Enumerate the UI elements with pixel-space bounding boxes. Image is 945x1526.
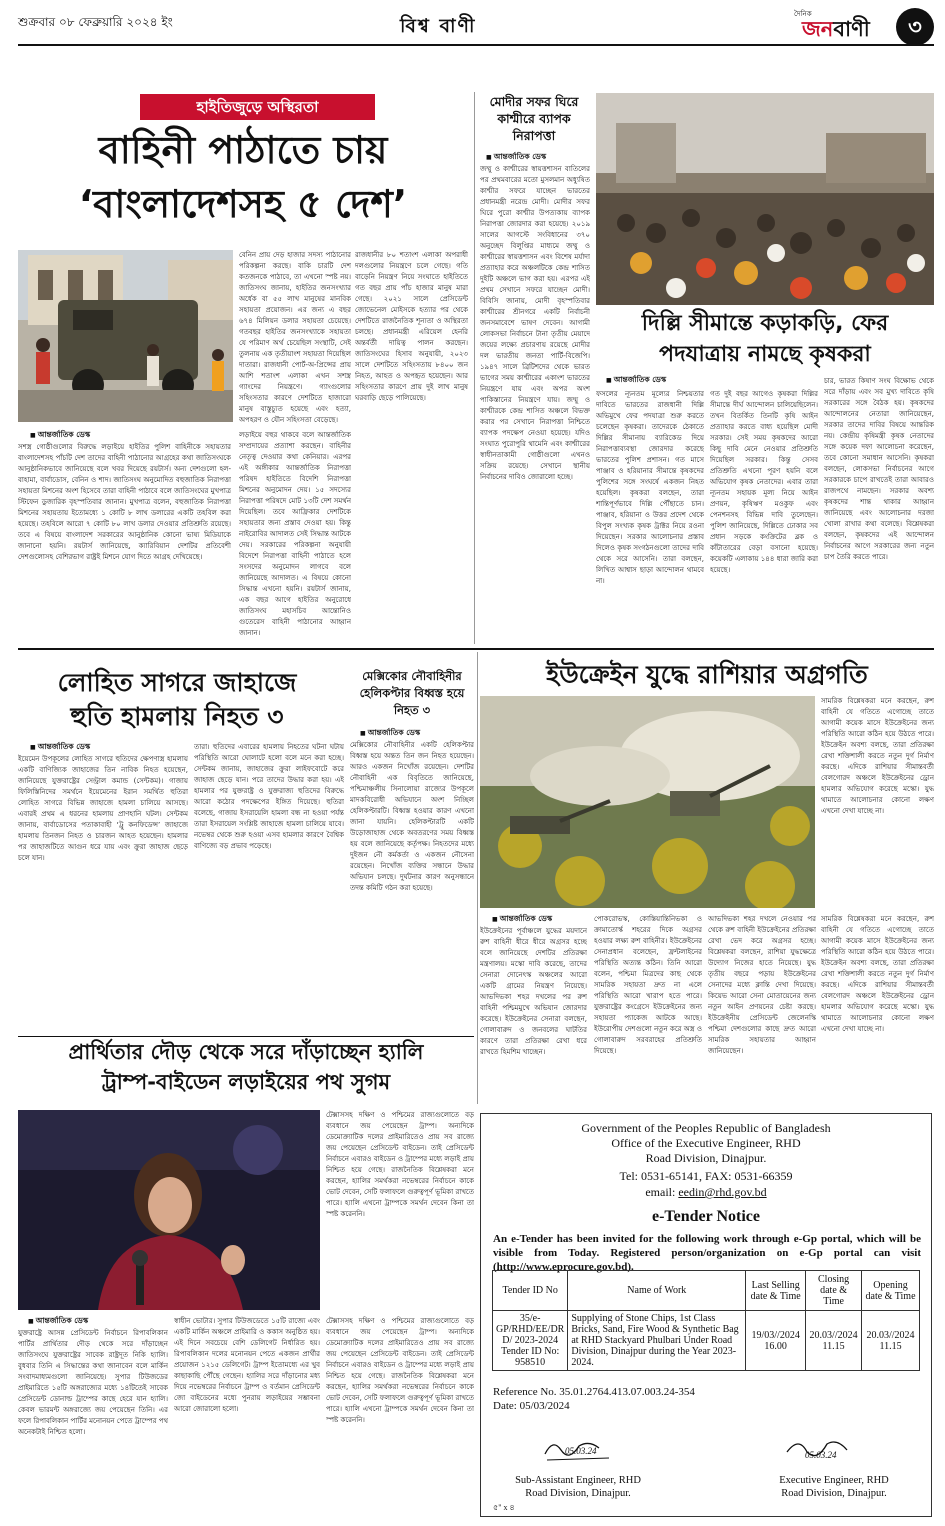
redsea-column-2: তারা। হুতিদের এবারের হামলায় নিহতের ঘটনা ঘটায় পরিস্থিতি আরো ঘোলাটে হলো বলে মনে করা হচ্ছে। সেন্টকম জানায়, জাহাজের ক্রুরা লাইফবোটে করে জাহাজ ছেড়ে যান। পরে তাদের উদ্ধার করা হয়। এই হামলার পর যুক্তরাষ্ট্র ও যুক্তরাজ্য হুতিদের বিরুদ্ধে আরো কঠোর পদক্ষেপের ইঙ্গিত দিয়েছে। হুতিরা বলেছে, গাজায় ইসরায়েলি হামলা বন্ধ না হওয়া পর্যন্ত তারা ইসরায়েল সংশ্লিষ্ট জাহাজে হামলা চালিয়ে যাবে। নভেম্বর থেকে শুরু হওয়া এসব হামলার কারণে বৈশ্বিক বাণিজ্যে বড় প্রভাব পড়েছে।: [194, 743, 344, 850]
notice-email-link[interactable]: eedin@rhd.gov.bd: [678, 1185, 767, 1199]
notice-line-3: Road Division, Dinajpur.: [645, 1151, 767, 1165]
tender-table-header: Tender ID No: [493, 1271, 568, 1311]
redsea-headline-2: হুতি হামলায় নিহত ৩: [70, 702, 284, 731]
logo-name-part1: জন: [802, 17, 834, 41]
tender-id-cell: 35/e-GP/RHD/EE/DR D/ 2023-2024 Tender ID No: 958510: [493, 1311, 568, 1371]
page-number-badge: ৩: [896, 8, 934, 46]
ad-size-code: ৫" x ৪: [493, 1503, 515, 1512]
delhi-headline-2: পদযাত্রায় নামছে কৃষকরা: [659, 342, 871, 367]
haley-byline: ■ আন্তর্জাতিক ডেস্ক: [28, 1316, 88, 1328]
lead-column-1: সশস্ত্র গোষ্ঠীগুলোর বিরুদ্ধে লড়াইয়ে হাইতির পুলিশ বাহিনীকে সহায়তার বাংলাদেশসহ পাঁচটি দেশ তাদের বাহিনী পাঠানোর আগ্রহের কথা জাতিসংঘকে আনুষ্ঠানিকভাবে জানিয়েছে বলে খবর দিয়েছে রয়টার্স। অন্য দেশগুলো হল- বাহামা, বার্বাডোস, বেনিন ও শাদ। জাতিসংঘ অনুমোদিত বহুজাতিক নিরাপত্তা সহায়তা মিশনের অংশ হিসেবে তারা বাহিনী পাঠাবে বলে জাতিসংঘের মুখপাত্র স্টিফেন ডুজারিক বৃহস্পতিবার জানান। মুখপাত্র বলেন, বহুজাতিক নিরাপত্তা মিশনের সহায়তায় ইতোমধ্যে ১ কোটি ৮ লাখ ডলারের একটি তহবিল করা হয়েছে। তহবিলে আরো ৭ কোটি ৮০ লাখ ডলার দেওয়ার প্রতিশ্রুতি রয়েছে। তবে এ বিষয়ে বাংলাদেশ সরকারের আনুষ্ঠানিক কোনো ভাষ্য মিডিয়াকে জানানো হয়নি। রয়টার্স জানিয়েছে, ক্যারিবিয়ান দেশটির প্রতিবেশী দেশগুলোসহ বেশিরভাগ রাষ্ট্রই মিশনে যোগ দিতে আগ্রহ দেখিয়েছে।: [18, 443, 231, 561]
redsea-byline: ■ আন্তর্জাতিক ডেস্ক: [30, 742, 90, 754]
work-name-cell: Supplying of Stone Chips, 1st Class Bricks, Sand, Fire Wood & Synthetic Bag at RHD Stackyard Phulbari Under Road Division, Dinajpur during the Year 2023-2024.: [568, 1311, 746, 1371]
mexico-byline: ■ আন্তর্জাতিক ডেস্ক: [360, 728, 420, 740]
mexico-body: মেক্সিকোর নৌবাহিনীর একটি হেলিকপ্টার বিধ্বস্ত হয়ে অন্তত তিন জন নিহত হয়েছেন। আরও একজন নিখোঁজ রয়েছেন। দেশটির নৌবাহিনী এক বিবৃতিতে জানিয়েছে, পশ্চিমাঞ্চলীয় সিনালোয়া রাজ্যের উপকূলে মাদকবিরোধী অভিযানে অংশ নিচ্ছিল হেলিকপ্টারটি। বিধ্বস্ত হওয়ার কারণ এখনো জানা যায়নি। হেলিকপ্টারটি একটি উড়োজাহাজ থেকে অবতরণের সময় বিধ্বস্ত হয় বলে জানিয়েছে কর্তৃপক্ষ। নিহতদের মধ্যে দুইজন নৌ কর্মকর্তা ও একজন নৌসেনা রয়েছেন। নিখোঁজ ব্যক্তির সন্ধানে উদ্ধার অভিযান চলছে। দুর্ঘটনার কারণ অনুসন্ধানে তদন্ত কমিটি গঠন করা হয়েছে।: [350, 741, 474, 892]
left-signature: [539, 1432, 619, 1466]
header-rule: [18, 44, 934, 46]
lead-column-4: রাজধানীর ৮০ শতাংশ এলাকা অপরাধী দলগুলোর নিয়ন্ত্রণে চলে গেছে। গতি বাড়েনি নিয়ন্ত্রণ নিয়ে সংঘাতে হাইতিতে গত বছর প্রায় পাঁচ হাজার মানুষ মারা গেছে। ২০২১ সালে প্রেসিডেন্ট জোভেনেল মোইসকে হত্যার পর থেকে দেশটিতে রাজনৈতিক শূন্যতা ও অস্থিরতা চলছে। প্রধানমন্ত্রী এরিয়েল হেনরি অন্তর্বর্তী দায়িত্ব পালন করছেন। জাতিসংঘের হিসাব অনুযায়ী, ২০২৩ সালে দেশটিতে সহিংসতায় ৮৪০০ জন নিহত, আহত ও অপহৃত হয়েছেন। আর সহিংসতার কারণে প্রায় দুই লাখ মানুষ ঘরবাড়ি ছেড়ে পালিয়েছে।: [355, 251, 468, 402]
ukraine-headline: ইউক্রেইন যুদ্ধে রাশিয়ার অগ্রগতি: [546, 660, 868, 689]
issue-date: শুক্রবার ০৮ ফেব্রুয়ারি ২০২৪ ইং: [18, 15, 173, 29]
lead-kicker: হাইতিজুড়ে অস্থিরতা: [140, 94, 375, 120]
right-signature: [781, 1432, 861, 1466]
lead-column-3: বেনিন প্রায় দেড় হাজার সদস্য পাঠানোর পরিকল্পনা করছে। বাকি চারটি দেশ কতজনকে পাঠাবে, তা এখনো স্পষ্ট নয়। জাতিসংঘ জানায়, হাইতির জনসংখ্যার অর্ধেক বা ৫৫ লাখ মানুষের মানবিক সহায়তা প্রয়োজন। এর জন্য এ বছর ৬৭৪ মিলিয়ন ডলার সহায়তা চেয়েছে। গতবছর হাইতির জনসংখ্যাকে সহায়তা যে পরিমাণ অর্থ চেয়েছিল সংস্থাটি, সেই তুলনায় এক তৃতীয়াংশ সহায়তা দিয়েছিল দাতারা। রাজধানী পোর্ট-অ-প্রিন্সের প্রায় আশি শতাংশ এলাকা এখন সশস্ত্র গ্যাংদের নিয়ন্ত্রণে। গ্যাংগুলোর সহিংসতার কারণে দেশটিতে হাজারো মানুষ বাস্তুচ্যুত হয়েছে এবং হত্যা, অপহরণ ও যৌন সহিংসতা বেড়েছে।: [239, 251, 351, 424]
right-signatory: [749, 1474, 919, 1500]
left-signatory: [493, 1474, 663, 1500]
ukraine-column-5: সামরিক বিশ্লেষকরা মনে করছেন, রুশ বাহিনী যে গতিতে এগোচ্ছে তাতে আগামী কয়েক মাসে ইউক্রেইনের জন্য পরিস্থিতি আরো কঠিন হয়ে উঠতে পারে। ইউক্রেইন অবশ্য বলছে, তারা প্রতিরক্ষা রেখা শক্তিশালী করতে নতুন দুর্গ নির্মাণ করছে। এদিকে রাশিয়ার সীমান্তবর্তী বেলগোরদ অঞ্চলে ইউক্রেইনের ড্রোন হামলার অভিযোগ করেছে মস্কো। যুদ্ধ থামাতে আলোচনার কোনো লক্ষণ এখনো দেখা যাচ্ছে না।: [821, 915, 934, 1033]
tender-table-header: Last Selling date & Time: [746, 1271, 806, 1311]
modi-byline: ■ আন্তর্জাতিক ডেস্ক: [486, 152, 546, 164]
right-signatory-title: Executive Engineer, RHD: [779, 1475, 889, 1486]
closing-date-cell: 20.03//2024 11.15: [806, 1311, 862, 1371]
section-rule-2: [18, 1036, 474, 1037]
right-signature-date: 05.03.24: [805, 1450, 837, 1460]
logo-name: [802, 13, 870, 48]
left-signatory-title: Sub-Assistant Engineer, RHD: [515, 1475, 641, 1486]
tender-table: [492, 1270, 920, 1371]
section-title: বিশ্ব বাণী: [400, 15, 477, 37]
tender-table-header: Opening date & Time: [862, 1271, 920, 1311]
mexico-headline: মেক্সিকোর নৌবাহিনীর হেলিকপ্টার বিধ্বস্ত হয়ে নিহত ৩: [359, 669, 465, 717]
haley-photo: [18, 1110, 320, 1310]
notice-date: Date: 05/03/2024: [493, 1400, 570, 1412]
lead-headline-1: বাহিনী পাঠাতে চায়: [98, 128, 388, 172]
notice-line-2: Office of the Executive Engineer, RHD: [611, 1136, 801, 1150]
right-signature-mark: [781, 1432, 861, 1466]
logo-name-part2: বাণী: [833, 17, 870, 41]
ukraine-byline: ■ আন্তর্জাতিক ডেস্ক: [492, 914, 552, 926]
haley-column-4: টেক্সাসসহ দক্ষিণ ও পশ্চিমের রাজ্যগুলোতে বড় ব্যবধানে জয় পেয়েছেন ট্রাম্প। অন্যদিকে ডেমোক্র্যাটিক দলের প্রাইমারিতেও প্রায় সব রাজ্যে জয় পেয়েছেন প্রেসিডেন্ট বাইডেন। তাই প্রেসিডেন্ট নির্বাচনে এবারও বাইডেন ও ট্রাম্পের মধ্যে লড়াই প্রায় নিশ্চিত হয়ে গেছে। রাজনৈতিক বিশ্লেষকরা মনে করছেন, হ্যালির সমর্থকরা নভেম্বরের নির্বাচনে কাকে ভোট দেবেন, সেটি ফলাফলে গুরুত্বপূর্ণ ভূমিকা রাখতে পারে। হ্যালি এখনো ট্রাম্পকে সমর্থন দেবেন কিনা তা স্পষ্ট করেননি।: [326, 1317, 474, 1424]
notice-line-1: Government of the Peoples Republic of Bangladesh: [581, 1121, 831, 1135]
modi-headline: মোদীর সফর ঘিরে কাশ্মীরে ব্যাপক নিরাপত্তা: [489, 94, 579, 143]
section-rule-1: [18, 648, 934, 650]
opening-date-cell: 20.03//2024 11.15: [862, 1311, 920, 1371]
lead-column-2: লড়াইয়ে বহুর থাকবে বলে আন্তর্জাতিক সম্প্রদায়ের প্রত্যাশা করছেন। বাহিনীর নেতৃত্ব দেওয়ার কথা কেনিয়ার। এরপর এই অঙ্গীকার আন্তর্জাতিক নিরাপত্তা পরিষদ হাইতিতে বিদেশি নিরাপত্তা মিশনের অনুমোদন দেয়। ১৫ সদস্যের নিরাপত্তা পরিষদে মোট ১৩টি দেশ সমর্থন দিয়েছিল। তবে আফ্রিকার দেশটিকে সহায়তার জন্য প্রস্তাব দেওয়া হয়। কিন্তু নাইরোবির আদালত সেই সিদ্ধান্ত আটকে দেয়। সরকারের পরিকল্পনা অনুযায়ী বিদেশে নিরাপত্তা বাহিনী পাঠাতে হলে সংসদের অনুমোদন লাগবে বলে জানিয়েছে আদালত। এ বিষয়ে কোনো সিদ্ধান্ত এখনো হয়নি। রয়টার্স জানায়, এক বছর আগে হাইতির অনুরোধে জাতিসংঘ মহাসচিব আন্তোনিও গুতেরেস বাহিনী পাঠানোর আহ্বান জানান।: [239, 431, 351, 637]
table-row: [493, 1311, 920, 1371]
delhi-column-2: গত দুই বছর আগেও কৃষকরা দিল্লির সীমান্তে দীর্ঘ আন্দোলন চালিয়েছিলেন। তখন বিতর্কিত তিনটি কৃষি আইন প্রত্যাহার করতে বাধ্য হয়েছিল মোদী সরকার। সেই সময় কৃষকদের আরো কিছু দাবি মেনে নেওয়ার প্রতিশ্রুতি দিয়েছিল সরকার। কিন্তু সেসব প্রতিশ্রুতি এখনো পূরণ হয়নি বলে অভিযোগ কৃষক নেতাদের। এবার তারা ন্যূনতম সহায়ক মূল্য নিয়ে আইন প্রণয়ন, কৃষিঋণ মওকুফ এবং পেনশনসহ বিভিন্ন দাবি তুলেছেন। পুলিশ জানিয়েছে, দিল্লিতে ঢোকার সব প্রধান সড়কে কংক্রিটের ব্লক ও কাঁটাতারের বেড়া বসানো হয়েছে। কয়েকটি এলাকায় ১৪৪ ধারা জারি করা হয়েছে।: [710, 390, 818, 574]
haley-column-2: স্বাধীন ভোটার। সুপার টিউজডেতে ১৫টি রাজ্যে এবং একটি মার্কিন অঞ্চলে প্রাইমারি ও ককাস অনুষ্ঠিত হয়। এই দিনে সবচেয়ে বেশি ডেলিগেট নির্ধারিত হয়। রিপাবলিকান দলের মনোনয়ন পেতে একজন প্রার্থীর প্রয়োজন ১২১৫ ডেলিগেট। ট্রাম্প ইতোমধ্যে এর খুব কাছাকাছি পৌঁছে গেছেন। হ্যালির সরে দাঁড়ানোর মধ্য দিয়ে নভেম্বরের নির্বাচনে ট্রাম্প ও বর্তমান প্রেসিডেন্ট জো বাইডেনের মধ্যে পুনরায় লড়াইয়ের সম্ভাবনা আরো জোরালো হলো।: [174, 1317, 320, 1413]
redsea-headline-1: লোহিত সাগরে জাহাজে: [57, 668, 297, 697]
left-signature-date: 05.03.24: [565, 1446, 597, 1456]
notice-reference: Reference No. 35.01.2764.413.07.003.24-354: [493, 1386, 695, 1398]
haley-speaking-image: [18, 1110, 320, 1310]
ukraine-artillery-image: [480, 696, 815, 908]
ukraine-photo: [480, 696, 815, 908]
ukraine-column-1: ইউক্রেইনের পূর্বাঞ্চলে যুদ্ধের ময়দানে রুশ বাহিনী ধীরে ধীরে অগ্রসর হচ্ছে বলে জানিয়েছে দেশটির প্রতিরক্ষা মন্ত্রণালয়। মস্কো দাবি করেছে, তাদের সেনারা দোনেৎস্ক অঞ্চলের আরো একটি গ্রামের নিয়ন্ত্রণ নিয়েছে। আভদিভকা শহর দখলের পর রুশ বাহিনী পশ্চিমমুখে অভিযান জোরদার করেছে। ইউক্রেইনের সেনারা বলছেন, গোলাবারুদ ও জনবলের ঘাটতির কারণে তারা প্রতিরক্ষা রেখা ধরে রাখতে হিমশিম খাচ্ছেন।: [480, 927, 587, 1056]
delhi-headline-1: দিল্লি সীমান্তে কড়াকড়ি, ফের: [641, 311, 889, 336]
logo-tag: দৈনিক: [794, 10, 812, 18]
column-rule-2: [477, 652, 478, 1104]
tender-table-header: Closing date & Time: [806, 1271, 862, 1311]
ukraine-column-4: সামরিক বিশ্লেষকরা মনে করছেন, রুশ বাহিনী যে গতিতে এগোচ্ছে তাতে আগামী কয়েক মাসে ইউক্রেইনের জন্য পরিস্থিতি আরো কঠিন হয়ে উঠতে পারে। ইউক্রেইন অবশ্য বলছে, তারা প্রতিরক্ষা রেখা শক্তিশালী করতে নতুন দুর্গ নির্মাণ করছে। এদিকে রাশিয়ার সীমান্তবর্তী বেলগোরদ অঞ্চলে ইউক্রেইনের ড্রোন হামলার অভিযোগ করেছে মস্কো। যুদ্ধ থামাতে আলোচনার কোনো লক্ষণ এখনো দেখা যাচ্ছে না।: [821, 697, 934, 815]
modi-body: জম্মু ও কাশ্মীরের স্বায়ত্তশাসন বাতিলের পর প্রথমবারের মতো মুসলমান অধ্যুষিত কাশ্মীর সফরে যাচ্ছেন ভারতের প্রধানমন্ত্রী নরেন্দ্র মোদী। মোদীর সফর ঘিরে পুরো কাশ্মীর উপত্যকায় ব্যাপক নিরাপত্তা জোরদার করা হয়েছে। ২০১৯ সালের আগস্টে সংবিধানের ৩৭০ অনুচ্ছেদ বিলুপ্তির মাধ্যমে জম্মু ও কাশ্মীরের স্বায়ত্তশাসন এবং বিশেষ মর্যাদা প্রত্যাহার করে অঞ্চলটিকে কেন্দ্র শাসিত দুইটি অঞ্চলে ভাগ করা হয়। এরপর এই প্রথম সেখানে সফরে যাচ্ছেন মোদী। বিবিসি জানায়, মোদী বৃহস্পতিবার কাশ্মীরের শ্রীনগরে একটি নির্বাচনী জনসমাবেশে ভাষণ দেবেন। আগামী লোকসভা নির্বাচনে টানা তৃতীয় মেয়াদে জয়ের লক্ষ্যে প্রচারণায় রয়েছে মোদীর দল ভারতীয় জনতা পার্টি-বিজেপি। ১৯৪৭ সালে ব্রিটিশদের থেকে ভারত ভাগের সময় কাশ্মীরের একাংশ ভারতের নিয়ন্ত্রণে যায় এবং অপর অংশ পাকিস্তানের নিয়ন্ত্রণে যায়। জম্মু ও কাশ্মীরকে কেন্দ্র শাসিত অঞ্চলে বিভক্ত করার পর সেখানে নিরাপত্তা নিশ্চিতে ব্যাপক পদক্ষেপ নেওয়া হয়েছে। যদিও সংঘাত পুরোপুরি থামেনি এবং কাশ্মীরের স্বাধীনতাকামী গোষ্ঠীগুলো এখনও সক্রিয় রয়েছে। সেখানে স্থানীয় নির্বাচনের দাবিও জোরালো হচ্ছে।: [480, 165, 590, 481]
right-signatory-office: Road Division, Dinajpur.: [781, 1488, 887, 1499]
notice-line-4: Tel: 0531-65141, FAX: 0531-66359: [619, 1169, 793, 1183]
ukraine-column-3: আভদিভকা শহর দখলে নেওয়ার পর থেকে রুশ বাহিনী ইউক্রেইনের প্রতিরক্ষা রেখা ভেদ করে অগ্রসর হচ্ছে। বিশ্লেষকরা বলছেন, রাশিয়া যুদ্ধক্ষেত্রে উদ্যোগ নিজের হাতে নিয়েছে। যুদ্ধ তৃতীয় বছরে পড়ায় ইউক্রেইনের সেনাদের মধ্যে ক্লান্তি দেখা দিয়েছে। কিয়েভ আরো সেনা মোতায়েনের জন্য নতুন আইন প্রণয়নের চেষ্টা করছে। ইউক্রেইনীয় প্রেসিডেন্ট জেলেনস্কি পশ্চিমা দেশগুলোর কাছে দ্রুত আরো সামরিক সহায়তার আহ্বান জানিয়েছেন।: [708, 915, 816, 1055]
haley-headline-1: প্রার্থিতার দৌড় থেকে সরে দাঁড়াচ্ছেন হ্যালি: [68, 1040, 424, 1064]
selling-date-cell: 19/03//2024 16.00: [746, 1311, 806, 1371]
notice-title: e-Tender Notice: [652, 1208, 760, 1225]
farmers-protest-image: [596, 93, 934, 305]
haiti-street-image: [18, 250, 233, 422]
notice-email-label: email:: [645, 1185, 679, 1199]
notice-email-line: [481, 1185, 931, 1200]
redsea-column-1: ইয়েমেন উপকূলের লোহিত সাগরে হুতিদের ক্ষেপণাস্ত্র হামলায় একটি বাণিজ্যিক জাহাজের তিন নাবিক নিহত হয়েছেন, জানিয়েছে যুক্তরাষ্ট্রের সেন্ট্রাল কমান্ড (সেন্টকম)। গাজায় ফিলিস্তিনিদের সমর্থনে ইয়েমেনের ইরান সমর্থিত হুতিরা লোহিত সাগরে বিভিন্ন জাহাজে হামলা চালিয়ে আসছে। এবারই প্রথম এ ধরনের হামলায় প্রাণহানি ঘটল। সেন্টকম জানায়, বার্বাডোসের পতাকাবাহী ‘ট্রু কনফিডেন্স’ জাহাজে হামলায় তিনজন নিহত ও চারজন আহত হয়েছেন। হামলার পর জাহাজটিতে আগুন ধরে যায় এবং ক্রুরা জাহাজ ছেড়ে চলে যান।: [18, 755, 188, 862]
notice-intro: An e-Tender has been invited for the following work through e-Gp portal, which will be visible from Today. Registered person/organization on e-Gp portal can visit (http://www.eprocure.gov.bd).: [493, 1233, 921, 1273]
column-rule: [474, 92, 475, 644]
lead-headline-2: ‘বাংলাদেশসহ ৫ দেশ’: [78, 182, 408, 226]
lead-byline: ■ আন্তর্জাতিক ডেস্ক: [30, 430, 90, 442]
farmers-photo: [596, 93, 934, 305]
newspaper-logo: [794, 8, 934, 48]
haley-headline-2: ট্রাম্প-বাইডেন লড়াইয়ের পথ সুগম: [101, 1070, 391, 1094]
ukraine-column-2: পোকরোভস্ক, কোস্তিয়ান্তিনিভকা ও ক্রামাতোর্স্ক শহরের দিকে অগ্রসর হওয়ার লক্ষ্য রুশ বাহিনীর। ইউক্রেইনের সেনাপ্রধান বলেছেন, ফ্রন্টলাইনের পরিস্থিতি অত্যন্ত কঠিন। তিনি আরো বলেন, পশ্চিমা মিত্রদের কাছ থেকে সামরিক সহায়তা দ্রুত না এলে পরিস্থিতি আরো খারাপ হতে পারে। যুক্তরাষ্ট্রের কংগ্রেসে ইউক্রেইনের জন্য সহায়তা প্যাকেজ আটকে আছে। ইউরোপীয় দেশগুলো নতুন করে অস্ত্র ও গোলাবারুদ সরবরাহের প্রতিশ্রুতি দিয়েছে।: [594, 915, 702, 1055]
tender-notice: [480, 1113, 932, 1517]
delhi-byline: ■ আন্তর্জাতিক ডেস্ক: [606, 375, 666, 387]
haley-column-1: যুক্তরাষ্ট্রে আসন্ন প্রেসিডেন্ট নির্বাচনে রিপাবলিকান পার্টির প্রার্থিতার দৌড় থেকে সরে দাঁড়াচ্ছেন জাতিসংঘে যুক্তরাষ্ট্রের সাবেক রাষ্ট্রদূত নিকি হ্যালি। বুধবার তিনি এ সিদ্ধান্তের কথা জানাবেন বলে মার্কিন সংবাদমাধ্যমগুলো জানিয়েছে। সুপার টিউজডের প্রাইমারিতে ১৫টি অঙ্গরাজ্যের মধ্যে ১৪টিতেই সাবেক প্রেসিডেন্ট ডোনাল্ড ট্রাম্পের কাছে হেরে যান হ্যালি। কেবল ভারমন্ট অঙ্গরাজ্যে জয় পেয়েছেন তিনি। এর ফলে রিপাবলিকান পার্টির মনোনয়ন পেতে ট্রাম্পের পথ অনেকটাই নিশ্চিত হলো।: [18, 1329, 168, 1436]
haley-column-3: টেক্সাসসহ দক্ষিণ ও পশ্চিমের রাজ্যগুলোতে বড় ব্যবধানে জয় পেয়েছেন ট্রাম্প। অন্যদিকে ডেমোক্র্যাটিক দলের প্রাইমারিতেও প্রায় সব রাজ্যে জয় পেয়েছেন প্রেসিডেন্ট বাইডেন। তাই প্রেসিডেন্ট নির্বাচনে এবারও বাইডেন ও ট্রাম্পের মধ্যে লড়াই প্রায় নিশ্চিত হয়ে গেছে। রাজনৈতিক বিশ্লেষকরা মনে করছেন, হ্যালির সমর্থকরা নভেম্বরের নির্বাচনে কাকে ভোট দেবেন, সেটি ফলাফলে গুরুত্বপূর্ণ ভূমিকা রাখতে পারে। হ্যালি এখনো ট্রাম্পকে সমর্থন দেবেন কিনা তা স্পষ্ট করেননি।: [326, 1111, 474, 1218]
tender-table-header: Name of Work: [568, 1271, 746, 1311]
delhi-column-3: চার, ভারত কিষাণ সংঘ বিক্ষোভ থেকে সরে দাঁড়ায় এবং সব মুখ্য দাবিতে কৃষি সরকারের সঙ্গে বৈঠক হয়। কৃষকদের আন্দোলনের নেতারা জানিয়েছেন, সরকার তাদের দাবির বিষয়ে আন্তরিক নয়। কেন্দ্রীয় কৃষিমন্ত্রী কৃষক নেতাদের সঙ্গে কয়েক দফা আলোচনা করেছেন, তবে কোনো সমাধান আসেনি। কৃষকরা বলছেন, লোকসভা নির্বাচনের আগে সরকারকে চাপে রাখতেই তারা আবারও রাজপথে নামছেন। সরকার অবশ্য কৃষকদের শান্ত থাকার আহ্বান জানিয়েছে এবং আলোচনার দরজা খোলা রাখার কথা বলেছে। বিশ্লেষকরা বলছেন, কৃষকদের এই আন্দোলন নির্বাচনের আগে সরকারের জন্য নতুন চাপ তৈরি করতে পারে।: [824, 377, 934, 561]
delhi-column-1: ফসলের ন্যূনতম মূল্যের নিশ্চয়তার দাবিতে ভারতের রাজধানী দিল্লি অভিমুখে ফের পদযাত্রা শুরু করতে চলেছেন কৃষকরা। তাদেরকে ঠেকাতে দিল্লির সীমানায় ব্যারিকেড দিয়ে নিরাপত্তাব্যবস্থা জোরদার করেছে ভারতের পুলিশ প্রশাসন। গত মাসে পাঞ্জাব ও হরিয়ানার সীমান্তে কৃষকদের পুলিশের সঙ্গে সংঘর্ষে একজন নিহত হয়েছিল। কৃষকরা বলছেন, তারা শান্তিপূর্ণভাবে দিল্লি পৌঁছাতে চান। পাঞ্জাব, হরিয়ানা ও উত্তর প্রদেশ থেকে বিপুল সংখ্যক কৃষক ট্রাক্টর নিয়ে রওনা দিয়েছেন। সরকার আলোচনার প্রস্তাব দিলেও কৃষক সংগঠনগুলো তাদের দাবি থেকে সরে আসেনি। তারা বলছেন, লিখিত আশ্বাস ছাড়া আন্দোলন থামবে না।: [596, 390, 704, 585]
haiti-photo: [18, 250, 233, 422]
left-signatory-office: Road Division, Dinajpur.: [525, 1488, 631, 1499]
